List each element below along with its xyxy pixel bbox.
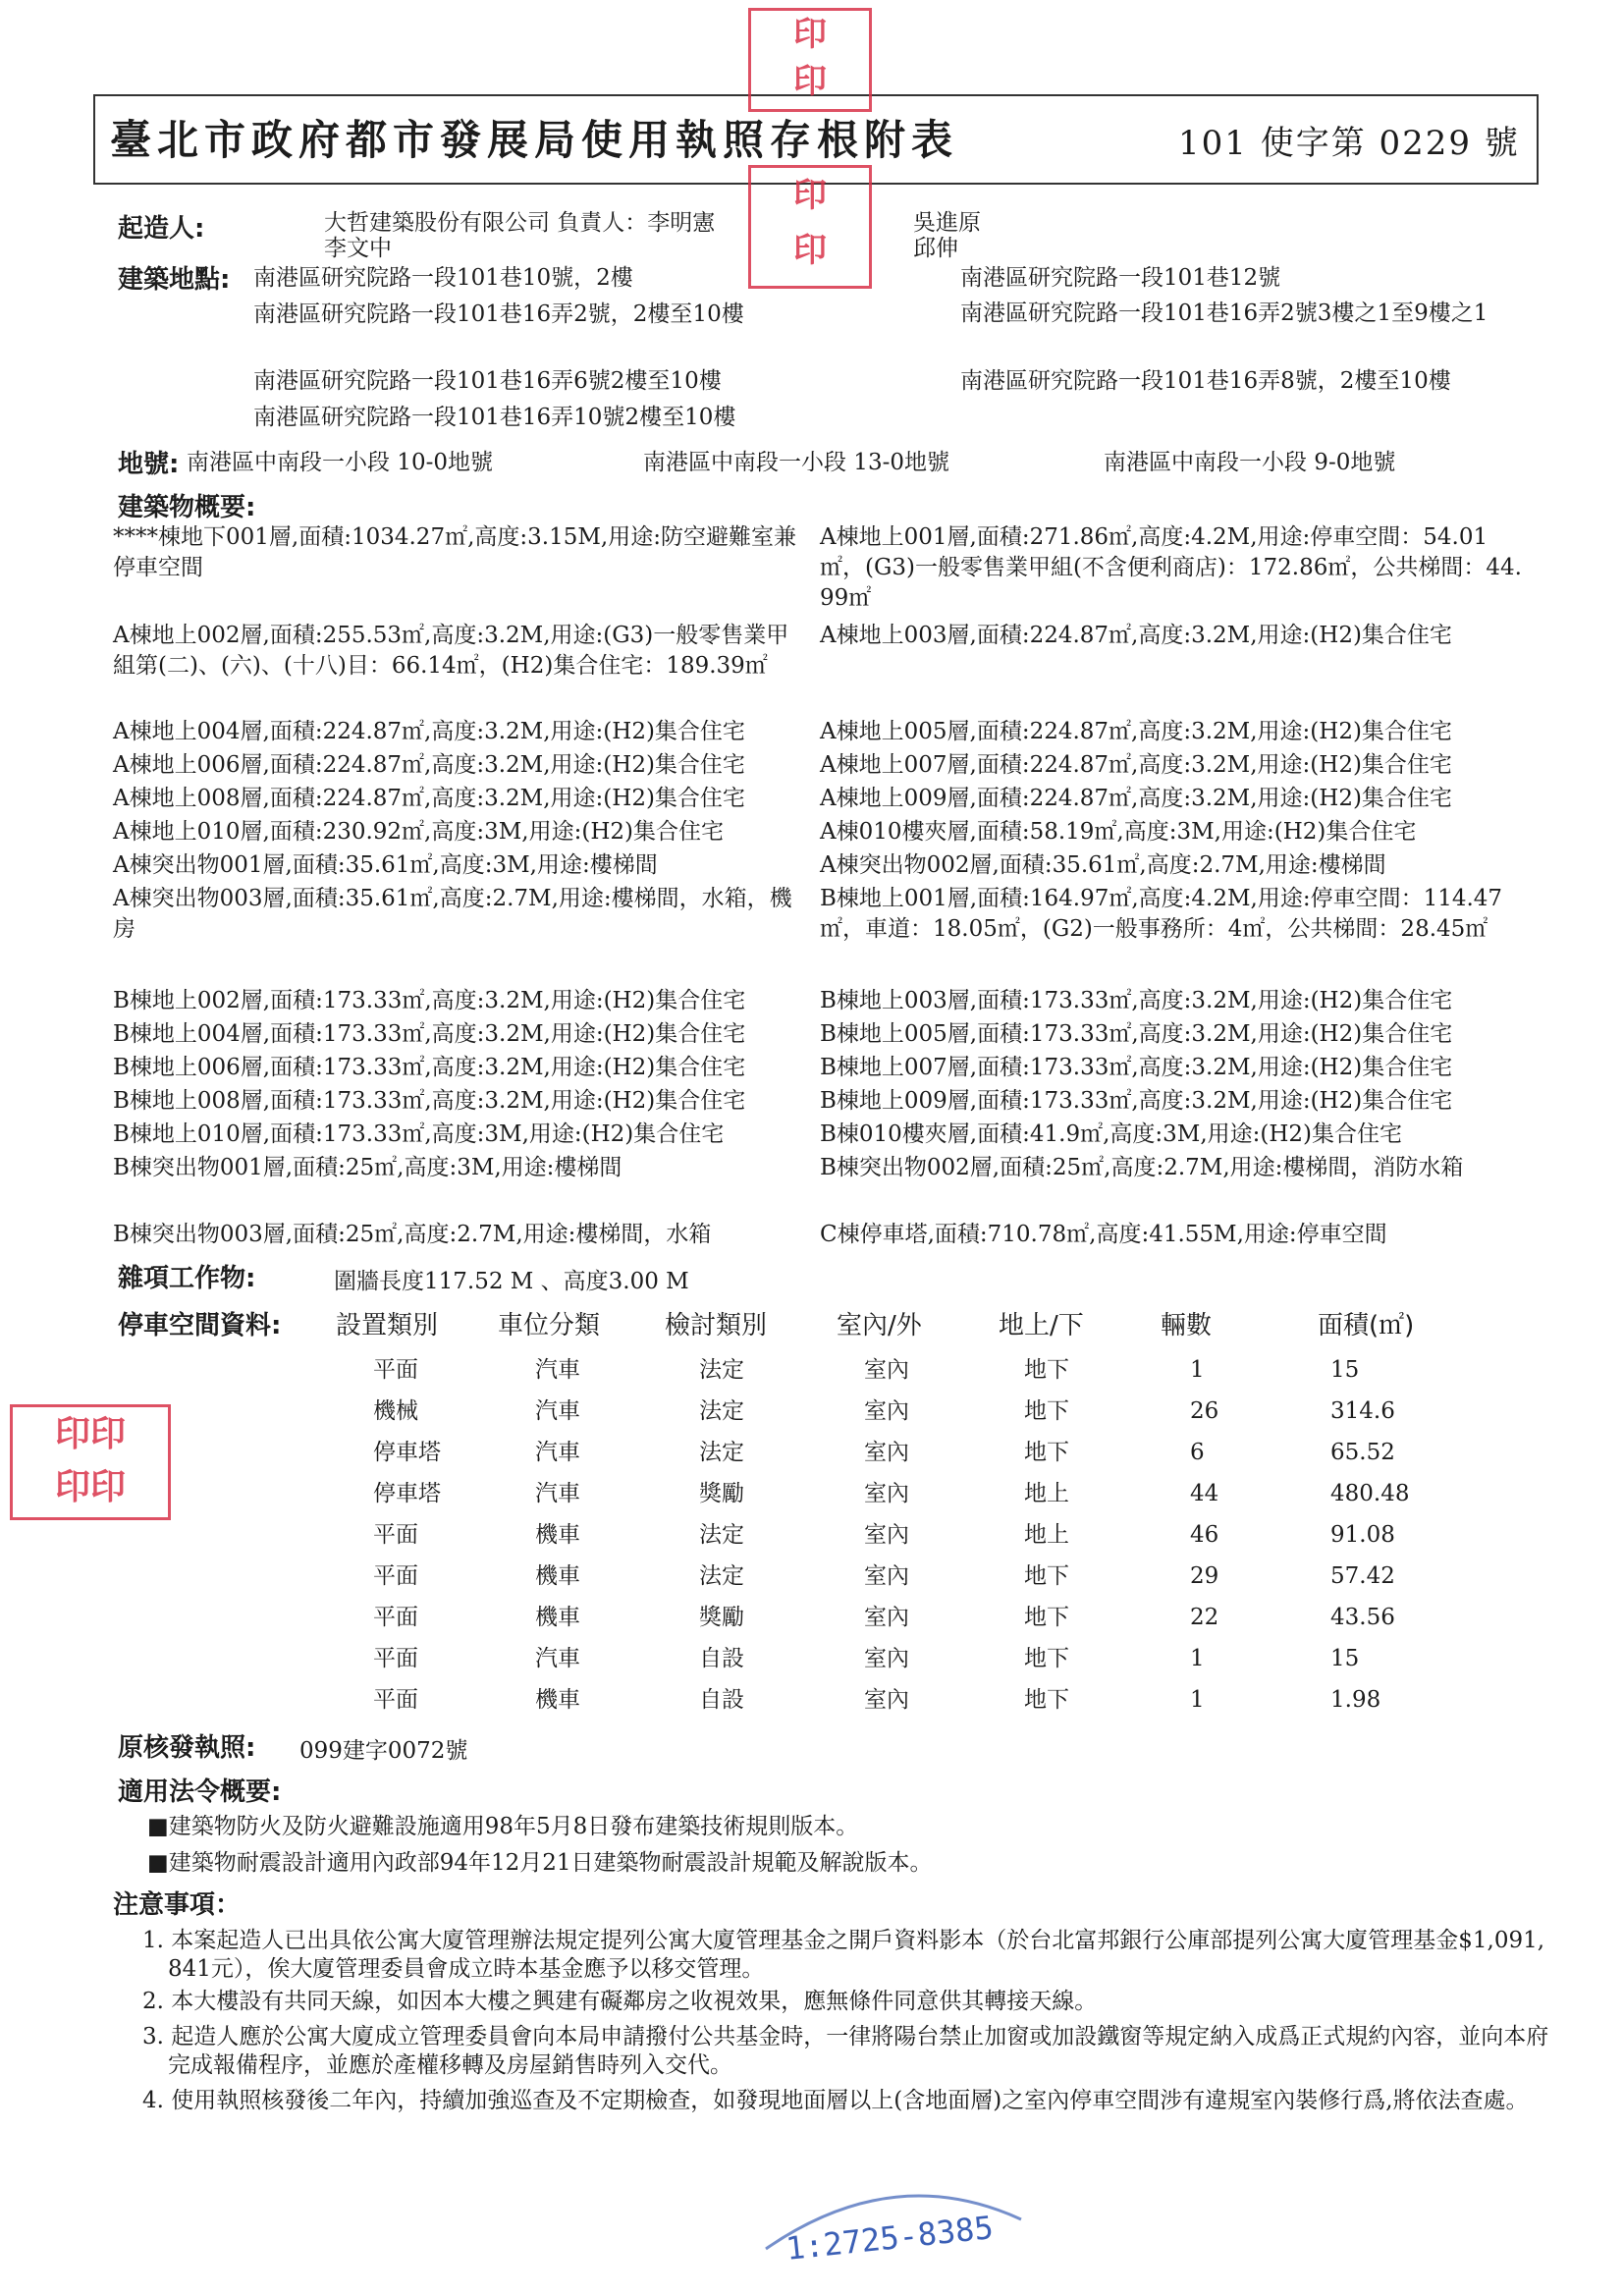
frame-left-line [93,94,95,185]
note-item-4: 4. 使用執照核發後二年內，持續加強巡查及不定期檢查，如發現地面層以上(含地面層)之室內停車空間涉有違規室內裝修行爲,將依法查處。 [142,2088,1529,2113]
parking-cell: 汽車 [535,1481,580,1506]
parking-cell: 480.48 [1330,1481,1410,1506]
building-entry: B棟地上001層,面積:164.97㎡,高度:4.2M,用途:停車空間：114.47㎡，車道：18.05㎡，(G2)一般事務所：4㎡，公共梯間：28.45㎡ [820,886,1503,942]
parking-cell: 自設 [699,1687,744,1713]
parking-cell: 法定 [699,1398,744,1424]
parking-cell: 91.08 [1330,1522,1395,1548]
building-entry: A棟突出物001層,面積:35.61㎡,高度:3M,用途:樓梯間 [113,852,658,878]
building-entry: B棟地上006層,面積:173.33㎡,高度:3.2M,用途:(H2)集合住宅 [113,1055,746,1080]
site-left-4: 南港區研究院路一段101巷16弄10號2樓至10樓 [253,405,736,430]
applicant-right2: 邱伸 [913,236,958,261]
parking-header-cell: 室內/外 [837,1311,922,1340]
parking-cell: 平面 [373,1687,418,1713]
parking-header-cell: 車位分類 [498,1311,601,1340]
parking-cell: 46 [1190,1522,1219,1548]
building-entry: B棟010樓夾層,面積:41.9㎡,高度:3M,用途:(H2)集合住宅 [820,1121,1403,1147]
parking-cell: 地下 [1024,1398,1069,1424]
parking-cell: 29 [1190,1563,1219,1589]
building-entry: B棟地上009層,面積:173.33㎡,高度:3.2M,用途:(H2)集合住宅 [820,1088,1453,1114]
laws-label: 適用法令概要: [118,1777,282,1807]
parking-cell: 15 [1330,1646,1360,1671]
building-entry: B棟地上010層,面積:173.33㎡,高度:3M,用途:(H2)集合住宅 [113,1121,725,1147]
parking-cell: 57.42 [1330,1563,1395,1589]
site-left-2: 南港區研究院路一段101巷16弄2號，2樓至10樓 [253,301,744,327]
parking-cell: 機車 [535,1687,580,1713]
parking-cell: 地上 [1024,1522,1069,1548]
building-entry: A棟地上008層,面積:224.87㎡,高度:3.2M,用途:(H2)集合住宅 [113,786,745,811]
lot-item-3: 南港區中南段一小段 9-0地號 [1104,450,1396,475]
building-entry: A棟地上005層,面積:224.87㎡,高度:3.2M,用途:(H2)集合住宅 [820,719,1452,744]
building-entry: B棟突出物001層,面積:25㎡,高度:3M,用途:樓梯間 [113,1155,622,1180]
parking-cell: 1.98 [1330,1687,1381,1713]
parking-cell: 室內 [864,1522,909,1548]
building-entry: B棟地上005層,面積:173.33㎡,高度:3.2M,用途:(H2)集合住宅 [820,1021,1453,1047]
parking-cell: 停車塔 [373,1481,441,1506]
parking-header-cell: 檢討類別 [665,1311,768,1340]
parking-cell: 法定 [699,1563,744,1589]
site-label: 建築地點: [118,265,231,295]
parking-cell: 地下 [1024,1605,1069,1630]
note-item-2: 2. 本大樓設有共同天線，如因本大樓之興建有礙鄰房之收視效果，應無條件同意供其轉接天線。 [142,1989,1098,2014]
parking-cell: 室內 [864,1687,909,1713]
building-entry: A棟地上006層,面積:224.87㎡,高度:3.2M,用途:(H2)集合住宅 [113,752,745,778]
parking-cell: 地下 [1024,1357,1069,1383]
parking-cell: 平面 [373,1563,418,1589]
phone-stamp: 1:2725-8385 [784,2209,996,2268]
site-right-1: 南港區研究院路一段101巷12號 [960,265,1281,291]
official-seal-top: 印 印 [748,8,872,112]
applicant-line1: 大哲建築股份有限公司 負責人：李明憲 [324,210,716,236]
permit-number: 101 使字第 0229 號 [1178,124,1520,163]
building-entry: B棟地上007層,面積:173.33㎡,高度:3.2M,用途:(H2)集合住宅 [820,1055,1453,1080]
building-entry: B棟地上008層,面積:173.33㎡,高度:3.2M,用途:(H2)集合住宅 [113,1088,746,1114]
building-entry: A棟010樓夾層,面積:58.19㎡,高度:3M,用途:(H2)集合住宅 [820,819,1417,845]
parking-cell: 6 [1190,1440,1205,1465]
building-entry: A棟突出物002層,面積:35.61㎡,高度:2.7M,用途:樓梯間 [820,852,1386,878]
parking-cell: 自設 [699,1646,744,1671]
parking-cell: 22 [1190,1605,1219,1630]
parking-cell: 26 [1190,1398,1219,1424]
building-entry: B棟突出物002層,面積:25㎡,高度:2.7M,用途:樓梯間，消防水箱 [820,1155,1464,1180]
official-seal-middle: 印 印 [748,165,872,289]
building-entry: B棟地上002層,面積:173.33㎡,高度:3.2M,用途:(H2)集合住宅 [113,988,746,1013]
parking-header-cell: 面積(㎡) [1318,1311,1415,1340]
parking-cell: 43.56 [1330,1605,1395,1630]
building-summary-label: 建築物概要: [118,493,256,522]
parking-cell: 法定 [699,1440,744,1465]
official-seal-left: 印印 印印 [10,1404,171,1520]
frame-right-line [1537,94,1539,185]
parking-cell: 室內 [864,1357,909,1383]
building-entry: A棟地上009層,面積:224.87㎡,高度:3.2M,用途:(H2)集合住宅 [820,786,1452,811]
parking-cell: 室內 [864,1563,909,1589]
parking-cell: 1 [1190,1646,1205,1671]
misc-works-value: 圍牆長度117.52 M 、高度3.00 M [334,1269,689,1294]
original-permit-label: 原核發執照: [118,1733,256,1763]
building-entry: A棟地上002層,面積:255.53㎡,高度:3.2M,用途:(G3)一般零售業甲組第(二)、(六)、(十八)目：66.14㎡，(H2)集合住宅：189.39㎡ [113,623,789,679]
lot-item-2: 南港區中南段一小段 13-0地號 [643,450,949,475]
building-entry: A棟地上007層,面積:224.87㎡,高度:3.2M,用途:(H2)集合住宅 [820,752,1452,778]
parking-cell: 機械 [373,1398,418,1424]
building-entry: A棟突出物003層,面積:35.61㎡,高度:2.7M,用途:樓梯間，水箱，機房 [113,886,792,942]
parking-cell: 法定 [699,1522,744,1548]
parking-cell: 地下 [1024,1440,1069,1465]
parking-cell: 地上 [1024,1481,1069,1506]
note-item-3: 3. 起造人應於公寓大廈成立管理委員會向本局申請撥付公共基金時，一律將陽台禁止加窗或加設鐵窗等規定納入成爲正式規約內容，並向本府完成報備程序，並應於產權移轉及房屋銷售時列入交代。 [142,2024,1549,2078]
building-entry: A棟地上010層,面積:230.92㎡,高度:3M,用途:(H2)集合住宅 [113,819,724,845]
site-left-1: 南港區研究院路一段101巷10號，2樓 [253,265,633,291]
site-right-2: 南港區研究院路一段101巷16弄2號3樓之1至9樓之1 [960,301,1488,326]
lot-label: 地號: [118,450,180,479]
parking-cell: 機車 [535,1563,580,1589]
parking-cell: 汽車 [535,1357,580,1383]
parking-cell: 15 [1330,1357,1360,1383]
parking-cell: 汽車 [535,1398,580,1424]
site-right-3: 南港區研究院路一段101巷16弄8號，2樓至10樓 [960,368,1451,394]
document-title: 臺北市政府都市發展局使用執照存根附表 [110,116,959,164]
parking-cell: 停車塔 [373,1440,441,1465]
parking-header-cell: 地上/下 [999,1311,1084,1340]
parking-cell: 室內 [864,1398,909,1424]
building-entry: C棟停車塔,面積:710.78㎡,高度:41.55M,用途:停車空間 [820,1222,1387,1247]
applicant-line2: 李文中 [324,236,392,261]
parking-cell: 44 [1190,1481,1219,1506]
parking-cell: 室內 [864,1440,909,1465]
parking-cell: 獎勵 [699,1605,744,1630]
parking-cell: 平面 [373,1646,418,1671]
law-item-2: ■建築物耐震設計適用內政部94年12月21日建築物耐震設計規範及解說版本。 [147,1850,933,1876]
parking-cell: 汽車 [535,1440,580,1465]
lot-item-1: 南港區中南段一小段 10-0地號 [187,450,493,475]
parking-cell: 314.6 [1330,1398,1395,1424]
notes-label: 注意事項： [113,1890,242,1920]
parking-cell: 法定 [699,1357,744,1383]
building-entry: ****棟地下001層,面積:1034.27㎡,高度:3.15M,用途:防空避難室兼停車空間 [113,524,796,580]
parking-cell: 地下 [1024,1646,1069,1671]
original-permit-value: 099建字0072號 [299,1738,468,1764]
parking-header-cell: 輛數 [1161,1311,1213,1340]
parking-header-cell: 設置類別 [336,1311,439,1340]
misc-works-label: 雜項工作物: [118,1264,256,1293]
parking-cell: 地下 [1024,1563,1069,1589]
parking-cell: 平面 [373,1522,418,1548]
parking-label: 停車空間資料: [118,1311,282,1340]
building-entry: A棟地上003層,面積:224.87㎡,高度:3.2M,用途:(H2)集合住宅 [820,623,1452,648]
note-item-1: 1. 本案起造人已出具依公寓大廈管理辦法規定提列公寓大廈管理基金之開戶資料影本（於台北富邦銀行公庫部提列公寓大廈管理基金$1,091,841元），俟大廈管理委員會成立時本基金應予以移交管理。 [142,1928,1545,1982]
parking-cell: 地下 [1024,1687,1069,1713]
parking-cell: 65.52 [1330,1440,1395,1465]
parking-cell: 機車 [535,1605,580,1630]
building-entry: B棟突出物003層,面積:25㎡,高度:2.7M,用途:樓梯間，水箱 [113,1222,712,1247]
parking-cell: 平面 [373,1357,418,1383]
building-entry: A棟地上004層,面積:224.87㎡,高度:3.2M,用途:(H2)集合住宅 [113,719,745,744]
site-left-3: 南港區研究院路一段101巷16弄6號2樓至10樓 [253,368,722,394]
parking-cell: 汽車 [535,1646,580,1671]
parking-cell: 獎勵 [699,1481,744,1506]
parking-cell: 平面 [373,1605,418,1630]
building-entry: B棟地上004層,面積:173.33㎡,高度:3.2M,用途:(H2)集合住宅 [113,1021,746,1047]
parking-cell: 室內 [864,1605,909,1630]
parking-cell: 室內 [864,1481,909,1506]
building-entry: B棟地上003層,面積:173.33㎡,高度:3.2M,用途:(H2)集合住宅 [820,988,1453,1013]
law-item-1: ■建築物防火及防火避難設施適用98年5月8日發布建築技術規則版本。 [147,1814,859,1839]
parking-cell: 機車 [535,1522,580,1548]
building-entry: A棟地上001層,面積:271.86㎡,高度:4.2M,用途:停車空間：54.01㎡，(G3)一般零售業甲組(不含便利商店)：172.86㎡，公共梯間：44.99㎡ [820,524,1522,611]
parking-cell: 1 [1190,1357,1205,1383]
parking-cell: 1 [1190,1687,1205,1713]
applicant-right1: 吳進原 [913,210,981,236]
parking-cell: 室內 [864,1646,909,1671]
applicant-label: 起造人: [118,214,205,244]
